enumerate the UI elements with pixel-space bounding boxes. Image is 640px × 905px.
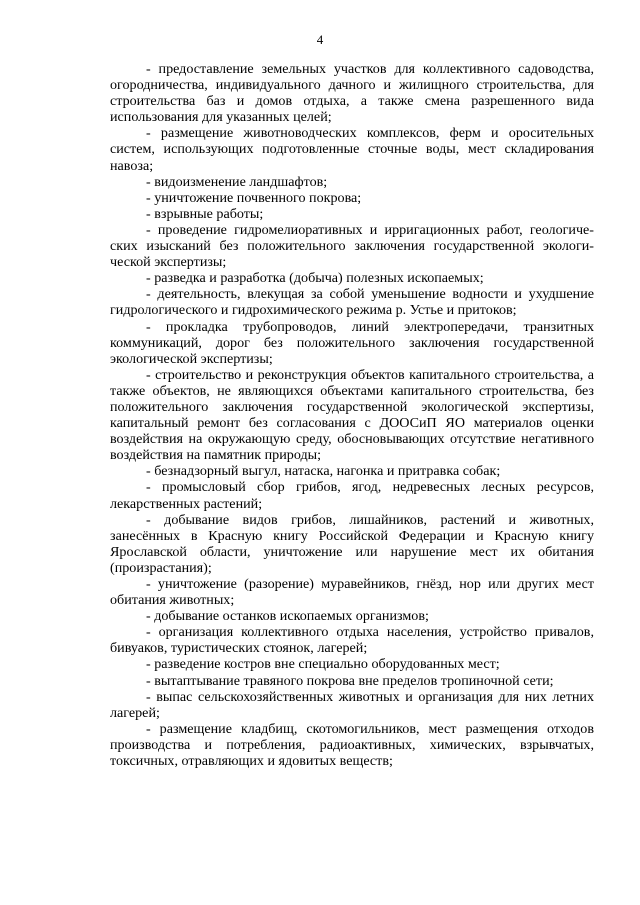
document-body (110, 61, 594, 769)
list-item: - разведка и разработка (добыча) полезных ископаемых; (146, 270, 484, 287)
list-item: - выпас сельскохозяйственных животных и организация для них летних лагерей; (110, 688, 594, 721)
list-item: - деятельность, влекущая за собой уменьшение водности и ухудшение гидрологического и гидрохимического режима р. Устье и притоков; (110, 286, 594, 319)
list-item: - вытаптывание травяного покрова вне пределов тропиночной сети; (146, 672, 554, 689)
list-item: - уничтожение почвенного покрова; (146, 189, 362, 206)
list-item: - промысловый сбор грибов, ягод, недревесных лесных ресурсов, лекарственных растений; (110, 479, 594, 512)
list-item: - строительство и реконструкция объектов капитального строительства, а также объектов, не являющихся объектами капитального строительства, без положительного заключения государственной экологической экспертизы, капитальный ремонт без согласования с ДООСиП ЯО материалов оценки воздействия на окружающую среду, обосновывающих отсутствие негативного воздействия на памятник природы; (110, 366, 594, 464)
page-number: 4 (316, 32, 324, 47)
list-item: - прокладка трубопроводов, линий электропередачи, транзитных коммуникаций, дорог без положительного заключения государственной экологической экспертизы; (110, 318, 594, 367)
list-item: - размещение животноводческих комплексов, ферм и оросительных систем, использующих подготовленные сточные воды, мест складирования навоза; (110, 125, 594, 174)
list-item: - проведение гидромелиоративных и ирригационных работ, геологических изысканий без положительного заключения государственной экологической экспертизы; (110, 221, 594, 271)
list-item: - добывание останков ископаемых организмов; (146, 608, 429, 625)
list-item: - организация коллективного отдыха населения, устройство привалов, бивуаков, туристических стоянок, лагерей; (110, 624, 594, 657)
list-item: - уничтожение (разорение) муравейников, гнёзд, нор или других мест обитания животных; (110, 576, 594, 609)
list-item: - добывание видов грибов, лишайников, растений и животных, занесённых в Красную книгу Российской Федерации и Красную книгу Ярославской области, уничтожение или нарушение мест их обитания (произрастания); (110, 511, 594, 576)
list-item: - разведение костров вне специально оборудованных мест; (146, 656, 500, 673)
list-item: - видоизменение ландшафтов; (146, 173, 328, 190)
list-item: - взрывные работы; (146, 205, 264, 222)
list-item: - безнадзорный выгул, натаска, нагонка и притравка собак; (146, 463, 501, 480)
list-item: - предоставление земельных участков для коллективного садоводства, огородничества, индивидуального дачного и жилищного строительства, для строительства баз и домов отдыха, а также смена разрешенного вида использования для указанных целей; (110, 61, 594, 126)
list-item: - размещение кладбищ, скотомогильников, мест размещения отходов производства и потребления, радиоактивных, химических, взрывчатых, токсичных, отравляющих и ядовитых веществ; (110, 720, 594, 770)
